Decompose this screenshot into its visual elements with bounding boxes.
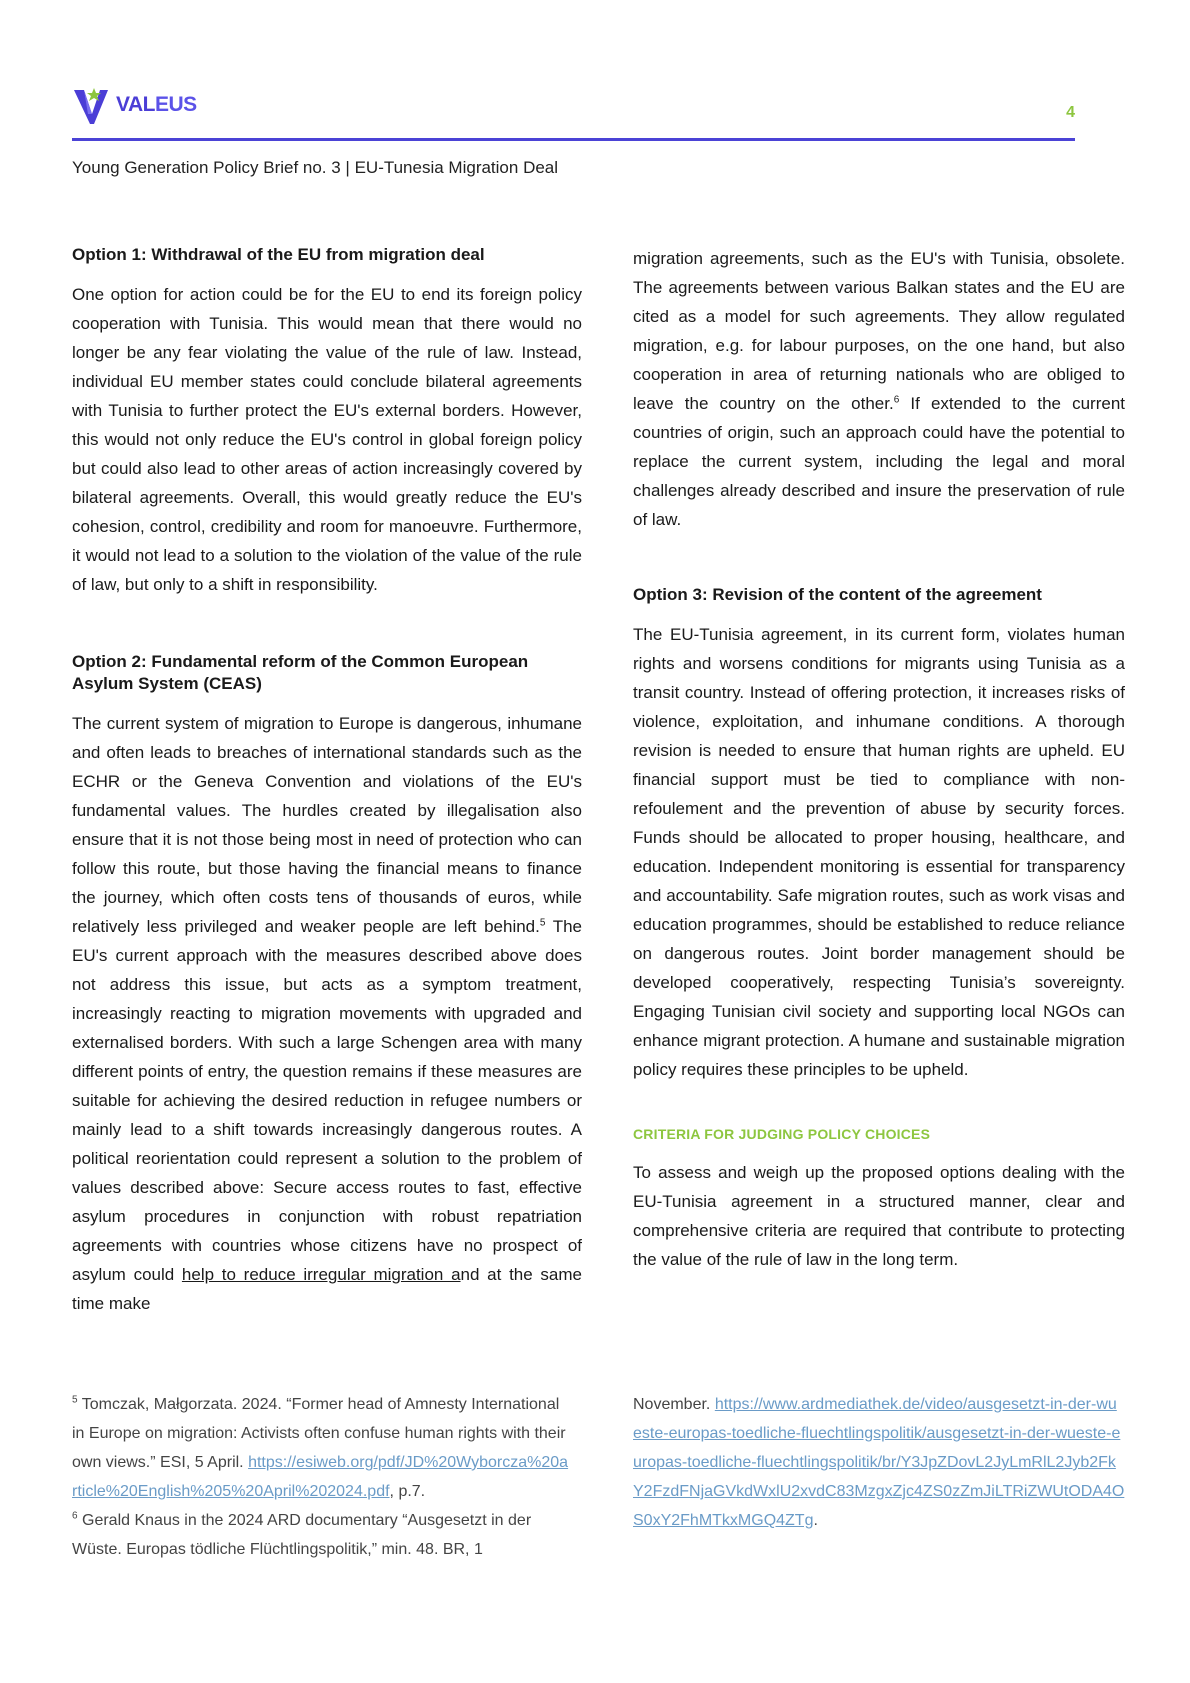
footnotes-right [633,1390,1125,1535]
footnote-6-after: . [813,1512,818,1529]
footnote-5-after: , p.7. [389,1483,426,1500]
footnote-6 [72,1506,572,1564]
option2-text-c: nd at the same time make [72,1265,582,1313]
page-number: 4 [1066,104,1075,121]
footnote-6-link[interactable]: https://www.ardmediathek.de/video/ausgesetzt-in-der-wueste-europas-toedliche-fluechtlingspolitik/ausgesetzt-in-der-wueste-europas-toedliche-fluechtlingspolitik/br/Y3JpZDovL2JyLmRlL2Jyb2FkY2FzdFNjaGVkdWxlU2xvdC83MzgxZjc4ZS0zZmJiLTRiZWUtODA4OS0xY2FhMTkxMGQ4ZTg [633,1396,1125,1529]
footnote-5 [72,1390,572,1506]
footnote-5-text: Tomczak, Małgorzata. 2024. “Former head of Amnesty International in Europe on migration: Activists often confuse human rights with their own views.” ESI, 5 April. [72,1396,566,1471]
right-column [633,244,1125,1274]
option2-text-b: The EU's current approach with the measures described above does not address this issue, but acts as a symptom treatment, increasingly reacting to migration movements with upgraded and externalised borders. With such a large Schengen area with many different points of entry, the question remains if these measures are suitable for achieving the desired reduction in refugee numbers or mainly lead to a shift towards increasingly dangerous routes. A political reorientation could represent a solution to the problem of values described above: Secure access routes to fast, effective asylum procedures in conjunction with robust repatriation agreements with countries whose citizens have no prospect of asylum could [72,917,582,1284]
continued-text-b: If extended to the current countries of origin, such an approach could have the potential to replace the current system, including the legal and moral challenges already described and insure the preservation of rule of law. [633,394,1126,529]
criteria-text: To assess and weigh up the proposed options dealing with the EU-Tunisia agreement in a structured manner, clear and comprehensive criteria are required that contribute to protecting the value of the rule of law in the long term. [633,1163,1125,1269]
option3-text: The EU-Tunisia agreement, in its current form, violates human rights and worsens conditions for migrants using Tunisia as a transit country. Instead of offering protection, it increases risks of violence, exploitation, and inhumane conditions. A thorough revision is needed to ensure that human rights are upheld. EU financial support must be tied to compliance with non-refoulement and the prevention of abuse by security forces. Funds should be allocated to proper housing, healthcare, and education. Independent monitoring is essential for transparency and accountability. Safe migration routes, such as work visas and education programmes, should be established to reduce reliance on dangerous routes. Joint border management should be developed cooperatively, respecting Tunisia’s sovereignty. Engaging Tunisian civil society and supporting local NGOs can enhance migrant protection. A humane and sustainable migration policy requires these principles to be upheld. [633,625,1125,1079]
footnote-6-number: 6 [72,1510,78,1522]
footnotes-left [72,1390,572,1564]
footnote-6-continued [633,1390,1125,1535]
left-column [72,244,582,1318]
continued-text-a: migration agreements, such as the EU's with Tunisia, obsolete. The agreements between various Balkan states and the EU are cited as a model for such agreements. They allow regulated migration, e.g. for labour purposes, on the one hand, but also cooperation in area of returning nationals who are obliged to leave the country on the other. [633,249,1125,413]
continued-text [633,244,1125,534]
criteria-heading: CRITERIA FOR JUDGING POLICY CHOICES [633,1126,931,1142]
footnote-ref-5: 5 [539,917,546,929]
logo-text-val: VAL [116,93,155,116]
option3-heading: Option 3: Revision of the content of the agreement [633,585,1042,604]
logo-text-eus: EUS [154,93,197,116]
option2-heading: Option 2: Fundamental reform of the Common European Asylum System (CEAS) [72,652,529,693]
option2-text [72,709,582,1318]
footnote-6-text: Gerald Knaus in the 2024 ARD documentary “Ausgesetzt in der Wüste. Europas tödliche Flüchtlingspolitik,” min. 48. BR, 1 [72,1512,532,1558]
footnote-5-link[interactable]: https://esiweb.org/pdf/JD%20Wyborcza%20article%20English%205%20April%202024.pdf [72,1454,569,1500]
logo-text [116,93,197,117]
footnote-6-cont-text: November. [633,1396,715,1413]
option2-text-a: The current system of migration to Europe is dangerous, inhumane and often leads to breaches of international standards such as the ECHR or the Geneva Convention and violations of the EU's fundamental values. The hurdles created by illegalisation also ensure that it is not those being most in need of protection who can follow this route, but those having the financial means to finance the journey, which often costs tens of thousands of euros, while relatively less privileged and weaker people are left behind. [72,714,582,936]
logo [72,84,197,126]
option1-heading: Option 1: Withdrawal of the EU from migration deal [72,245,485,264]
valeus-logo-icon [72,84,112,126]
header-divider [72,138,1075,141]
footnote-ref-6: 6 [893,394,900,406]
footnote-5-number: 5 [72,1394,78,1406]
option1-text: One option for action could be for the EU to end its foreign policy cooperation with Tunisia. This would mean that there would no longer be any fear violating the value of the rule of law. Instead, individual EU member states could conclude bilateral agreements with Tunisia to further protect the EU's external borders. However, this would not only reduce the EU's control in global foreign policy but could also lead to other areas of action increasingly covered by bilateral agreements. Overall, this would greatly reduce the EU's cohesion, control, credibility and room for manoeuvre. Furthermore, it would not lead to a solution to the violation of the value of the rule of law, but only to a shift in responsibility. [72,285,582,594]
document-subtitle: Young Generation Policy Brief no. 3 | EU-Tunesia Migration Deal [72,158,559,177]
option2-text-underlined: help to reduce irregular migration a [181,1265,461,1284]
